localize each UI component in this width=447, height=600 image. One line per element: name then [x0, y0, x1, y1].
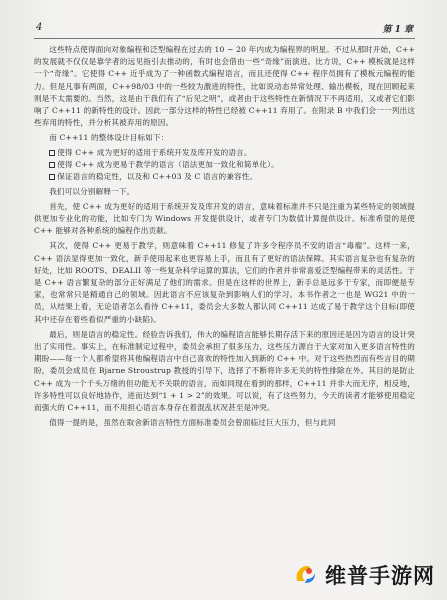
paragraph: 而 C++11 的整体设计目标如下：: [49, 133, 169, 143]
page-number: 4: [36, 22, 43, 33]
watermark-logo-icon: [291, 561, 319, 589]
paragraph: 其次，使得 C++ 更易于教学，则意味着 C++11 修复了许多令程序员不安的语言“毒瘤”。这样一来，C++ 语法显得更加一致化，新手使用起来也更容易上手，而且有了更好的语法保障。其实语言复杂也有复杂的好处，比如 ROOTS、DEALII 等一些复杂科学运算的算法，它们的作者并非常喜爱泛型编程带来的灵活性。于是 C++ 语言繁复杂的部分正好满足了他们的需求。但是在这样的世界上，新手总是远多于专家，而即便是专家，也常常只是精通自己的领域。因此语言不应该复杂到影响人们的学习。本书作者之一也是 WG21 中的一员，从结果上看，无论语者怎么看待 C++11，委员会大多数人都认同 C++11 达成了易于教学这个目标(即使其中还存在着些看似严重的小缺陷)。: [34, 241, 415, 324]
checkbox-bullet-icon: [49, 162, 55, 168]
paragraph: 值得一提的是，虽然在取舍新语言特性方面标准委员会曾面临过巨大压力，但与此同: [49, 418, 336, 428]
list-item: 使得 C++ 成为更好的适用于系统开发及库开发的语言。: [49, 147, 415, 159]
watermark: [291, 560, 435, 590]
body-text: [34, 44, 415, 432]
watermark-text: 维普手游网: [325, 564, 435, 588]
paragraph: 首先，使 C++ 成为更好的适用于系统开发及库开发的语言，意味着标准并不只是注重为某些特定的领域提供更加专业化的功能，比如专门为 Windows 开发提供设计，或者专门为数值计算提供设计。标准希望的是使 C++ 能够对各种系统的编程作出贡献。: [34, 201, 415, 236]
checkbox-bullet-icon: [49, 174, 55, 180]
paragraph: 我们可以分别解释一下。: [49, 186, 135, 196]
page-header: [34, 20, 415, 39]
paragraph: 这些特点使得面向对象编程和泛型编程在过去的 10 ~ 20 年内成为编程界的明星。不过从那时开始，C++ 的发展就不仅仅是靠学者的远见指引去推动的，有时也会借由一些“奇缘”而演进。比方说，C++ 模板就是这样一个“奇缘”。它使得 C++ 近乎成为了一种函数式编程语言，而且还使得 C++ 程序员拥有了模板元编程的能力。但是凡事有两面，C++98/03 中的一些较为激进的特性，比如说动态异常处理、输出模板，现在回顾起来则是不太需要的。当然，这是由于我们有了“后见之明”，或者由于这些特性在新情况下不再适用，又或者它们影响了 C++11 的新特性的设计。因此一部分这样的特性已经被 C++11 弃用了。在附录 B 中我们会一一列出这些弃用的特性，并分析其被弃用的原因。: [34, 45, 416, 128]
list-item: 保证语言的稳定性，以及和 C++03 及 C 语言的兼容性。: [49, 171, 415, 183]
list-item: 使得 C++ 成为更易于教学的语言（语法更加一致化和简单化）。: [49, 159, 415, 171]
paragraph: 最后，则是语言的稳定性。经验告诉我们，伟大的编程语言能够长期存活下来的原因还是因为语言的设计突出了实用性。事实上，在标准制定过程中，委员会承担了很多压力，这些压力源自于大家对加入更多语言特性的期盼——每一个人都希望将其他编程语言中自己喜欢的特性加入到新的 C++ 中。对于这些热烈而有些言目的期盼，委员会成员在 Bjarne Stroustrup 教授的引导下，选择了不断将许多无关的特性排除在外。其目的是防止 C++ 成为一个千头万绪的但功能无不关联的语言，而如同现在看到的那样，C++11 并非大而无序，相反地，许多特性可以良好地协作，进而达到“1 + 1 > 2”的效果。可以说，有了这些努力，今天的读者才能够使用稳定而强大的 C++11，而不用担心语言本身存在着混乱状况甚至是冲突。: [34, 329, 415, 413]
checkbox-bullet-icon: [49, 150, 55, 156]
goals-list: [34, 147, 415, 183]
chapter-label: 第 1 章: [382, 25, 413, 35]
